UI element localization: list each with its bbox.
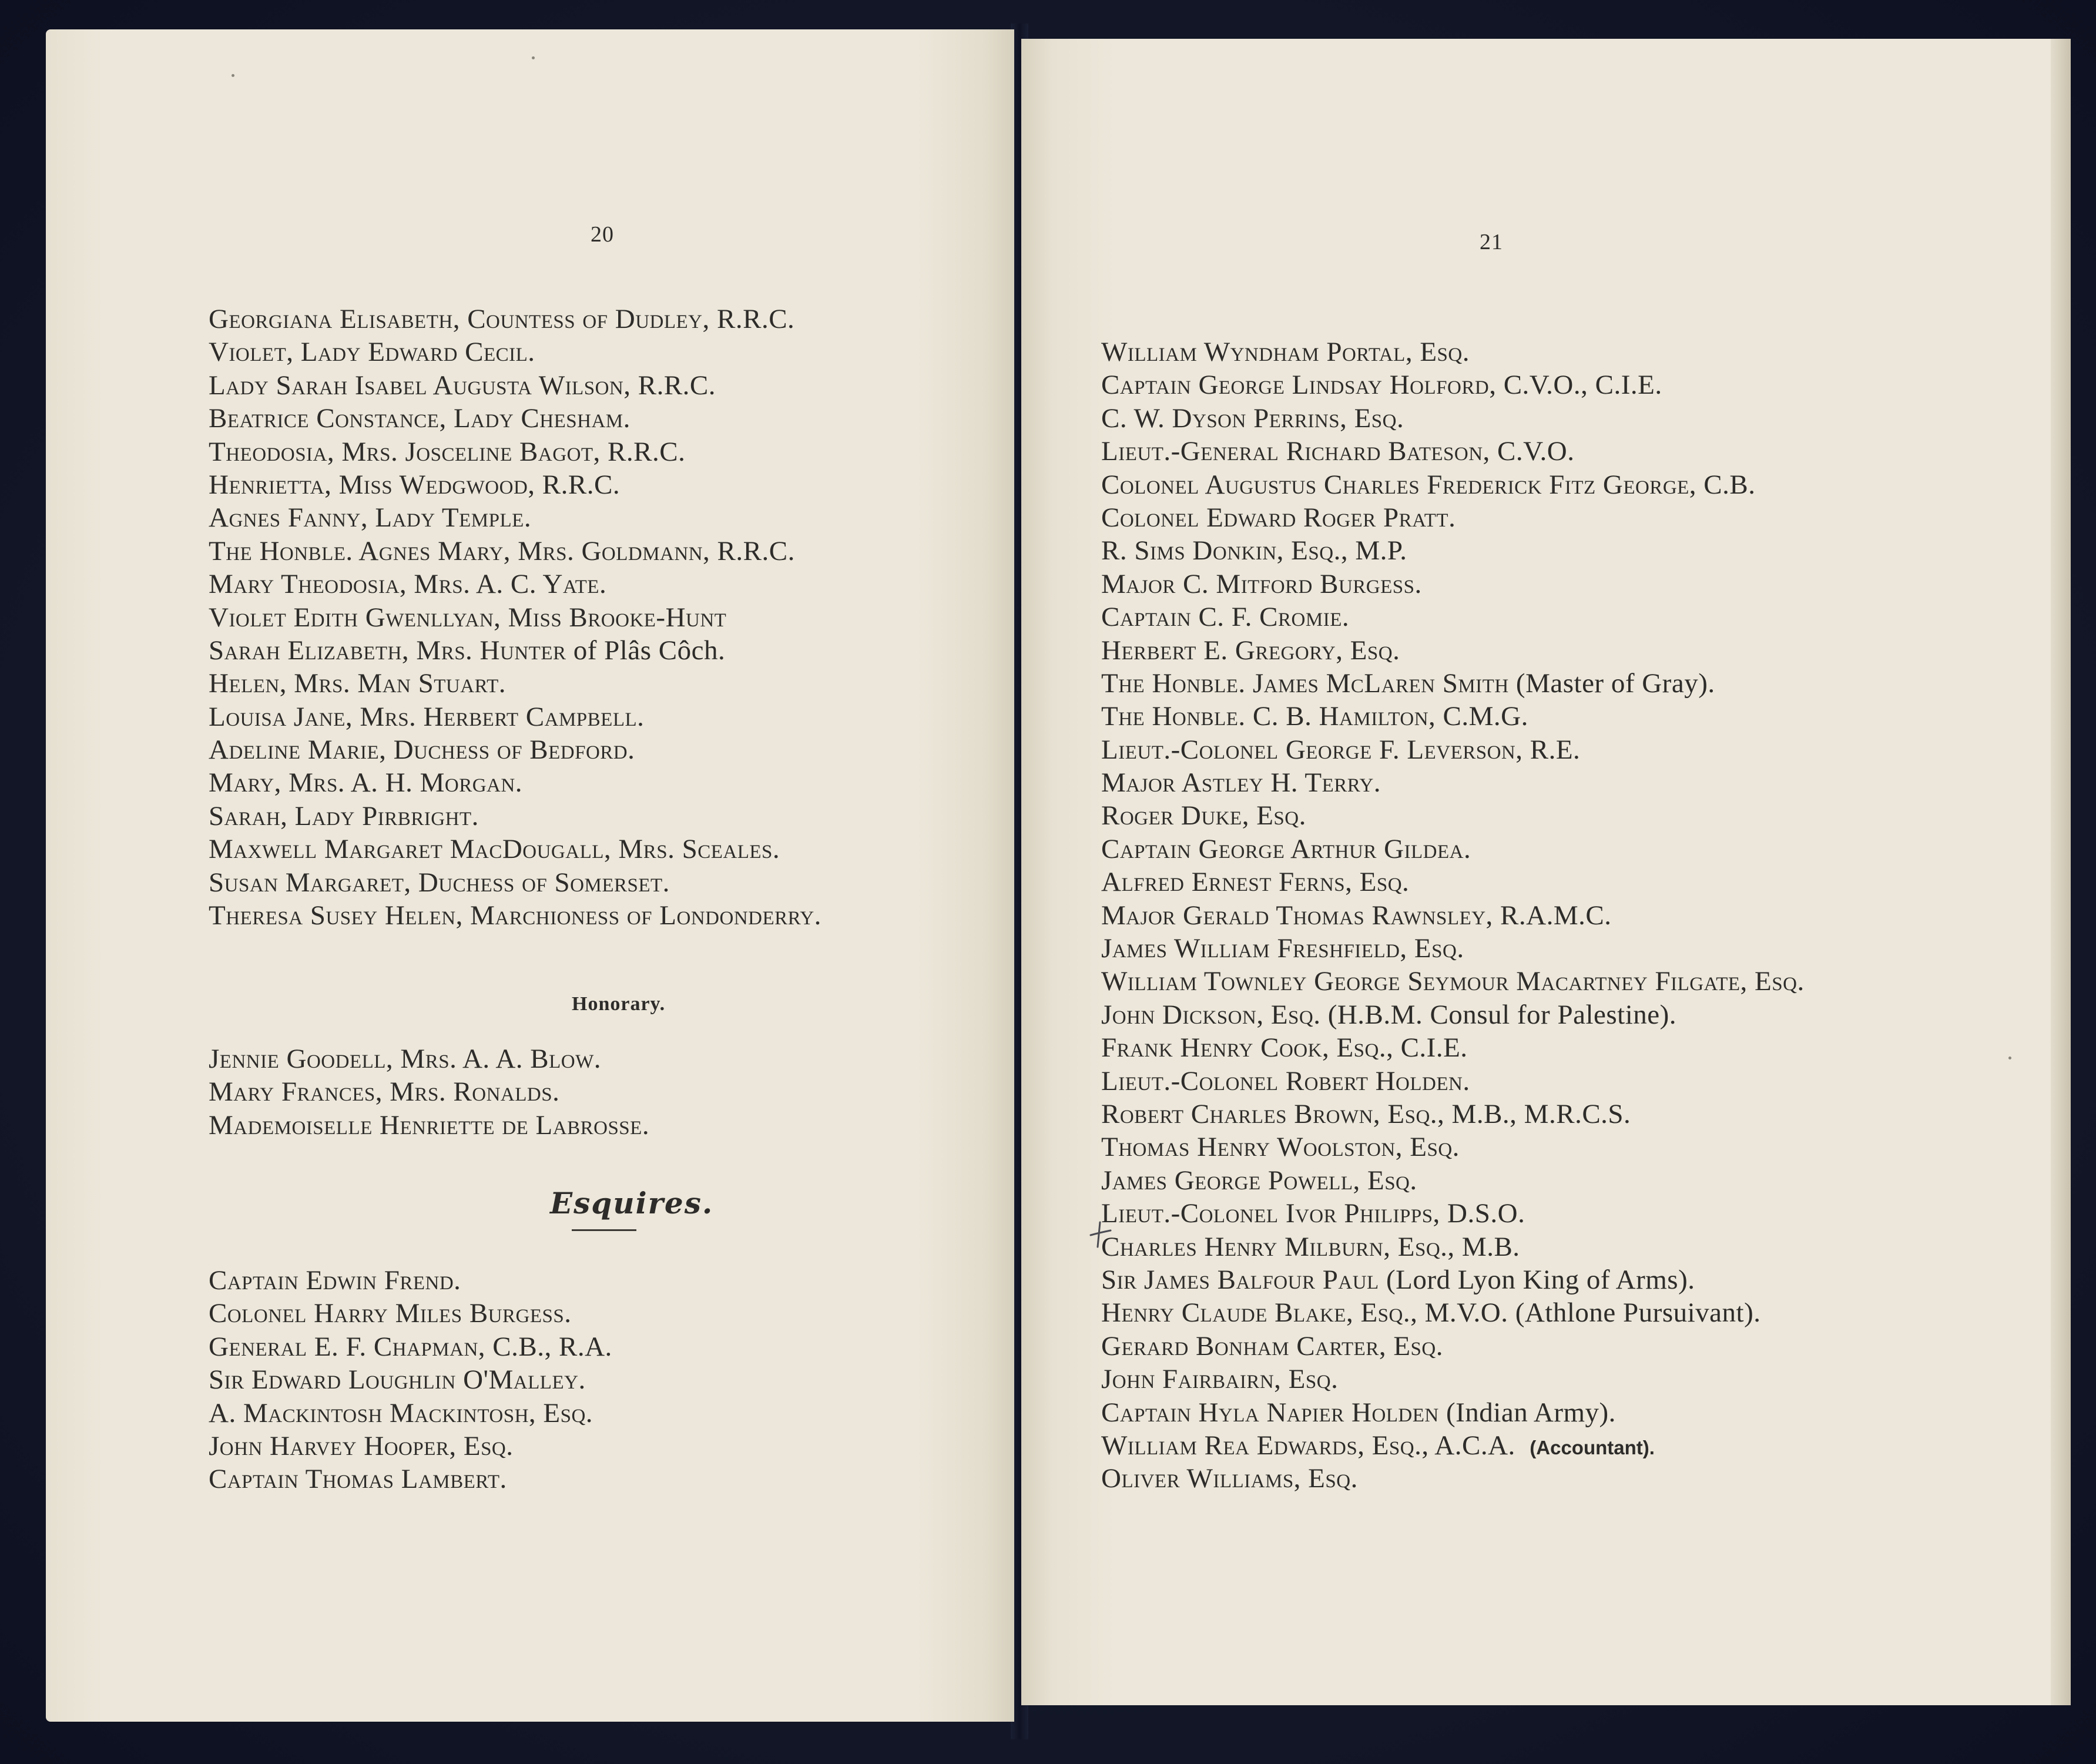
list-entry: James William Freshfield, Esq. — [1101, 933, 1464, 964]
list-entry: The Honble. Agnes Mary, Mrs. Goldmann, R.R.C. — [209, 535, 795, 566]
honorary-heading: Honorary. — [572, 993, 666, 1015]
list-entry — [1101, 1429, 1805, 1462]
entry-note: (Lord Lyon King of Arms). — [1379, 1264, 1695, 1295]
list-entry: Violet, Lady Edward Cecil. — [209, 337, 535, 368]
list-entry: C. W. Dyson Perrins, Esq. — [1101, 403, 1404, 434]
list-entry: Mademoiselle Henriette de Labrosse. — [209, 1109, 650, 1141]
list-entry: John Harvey Hooper, Esq. — [209, 1430, 514, 1461]
paper-speck — [532, 56, 535, 59]
list-entry: Lieut.-Colonel George F. Leverson, R.E. — [1101, 734, 1581, 765]
list-entry: William Townley George Seymour Macartney Filgate, Esq. — [1101, 966, 1805, 997]
list-entry — [1101, 1396, 1805, 1429]
paper-speck — [2008, 1057, 2011, 1059]
pencil-tick-mark — [1088, 1220, 1112, 1249]
left-entry-list — [209, 303, 821, 932]
list-entry — [1101, 1296, 1805, 1329]
entry-name: Sarah Elizabeth, Mrs. Hunter — [209, 635, 566, 666]
list-entry: Alfred Ernest Ferns, Esq. — [1101, 867, 1410, 898]
list-entry: Captain George Lindsay Holford, C.V.O., C.I.E. — [1101, 370, 1662, 401]
list-entry: Herbert E. Gregory, Esq. — [1101, 635, 1400, 666]
list-entry: Lieut.-General Richard Bateson, C.V.O. — [1101, 436, 1575, 467]
entry-name: Sir James Balfour Paul — [1101, 1264, 1379, 1295]
right-entry-list — [1101, 336, 1805, 1495]
esquires-entry-list — [209, 1264, 612, 1496]
list-entry: The Honble. C. B. Hamilton, C.M.G. — [1101, 701, 1528, 732]
list-entry: Captain Edwin Frend. — [209, 1265, 461, 1296]
list-entry: Colonel Edward Roger Pratt. — [1101, 502, 1456, 533]
list-entry: Captain George Arthur Gildea. — [1101, 833, 1471, 864]
list-entry: Susan Margaret, Duchess of Somerset. — [209, 867, 670, 898]
right-page — [1021, 39, 2067, 1705]
list-entry: Georgiana Elisabeth, Countess of Dudley, R.R.C. — [209, 304, 795, 334]
list-entry — [1101, 1263, 1805, 1296]
list-entry: Theodosia, Mrs. Josceline Bagot, R.R.C. — [209, 436, 686, 467]
list-entry: Theresa Susey Helen, Marchioness of Londonderry. — [209, 900, 821, 931]
list-entry: Beatrice Constance, Lady Chesham. — [209, 403, 631, 434]
list-entry: Mary Theodosia, Mrs. A. C. Yate. — [209, 569, 607, 600]
list-entry: Lieut.-Colonel Robert Holden. — [1101, 1065, 1470, 1096]
list-entry: Colonel Harry Miles Burgess. — [209, 1298, 572, 1329]
list-entry: Henrietta, Miss Wedgwood, R.R.C. — [209, 469, 621, 500]
entry-note: (H.B.M. Consul for Palestine). — [1320, 999, 1677, 1030]
list-entry: Louisa Jane, Mrs. Herbert Campbell. — [209, 701, 645, 732]
honorary-entry-list — [209, 1042, 649, 1142]
entry-note: (Indian Army). — [1438, 1397, 1616, 1428]
list-entry: General E. F. Chapman, C.B., R.A. — [209, 1331, 612, 1362]
list-entry — [1101, 998, 1805, 1031]
list-entry: Major Astley H. Terry. — [1101, 767, 1381, 799]
list-entry: Colonel Augustus Charles Frederick Fitz George, C.B. — [1101, 469, 1756, 500]
list-entry: Captain Thomas Lambert. — [209, 1464, 507, 1495]
list-entry: Major C. Mitford Burgess. — [1101, 568, 1422, 599]
list-entry: Major Gerald Thomas Rawnsley, R.A.M.C. — [1101, 900, 1612, 931]
entry-note: (Athlone Pursuivant). — [1508, 1297, 1761, 1329]
page-edge — [2051, 39, 2071, 1705]
list-entry: Mary Frances, Mrs. Ronalds. — [209, 1076, 560, 1108]
esquires-heading: Esquires. — [550, 1186, 714, 1220]
list-entry: R. Sims Donkin, Esq., M.P. — [1101, 535, 1407, 566]
entry-note: of Plâs Côch. — [566, 635, 726, 666]
list-entry: Violet Edith Gwenllyan, Miss Brooke-Hunt — [209, 602, 727, 633]
list-entry — [1101, 667, 1805, 700]
list-entry: Charles Henry Milburn, Esq., M.B. — [1101, 1231, 1520, 1262]
list-entry: A. Mackintosh Mackintosh, Esq. — [209, 1397, 593, 1428]
list-entry: James George Powell, Esq. — [1101, 1165, 1417, 1196]
list-entry: Jennie Goodell, Mrs. A. A. Blow. — [209, 1044, 602, 1074]
list-entry: William Wyndham Portal, Esq. — [1101, 337, 1470, 367]
list-entry: Captain C. F. Cromie. — [1101, 602, 1350, 633]
list-entry: Lady Sarah Isabel Augusta Wilson, R.R.C. — [209, 370, 716, 401]
heading-rule — [572, 1229, 636, 1231]
list-entry: Oliver Williams, Esq. — [1101, 1463, 1358, 1494]
list-entry: Mary, Mrs. A. H. Morgan. — [209, 767, 522, 799]
entry-name: Henry Claude Blake, Esq., M.V.O. — [1101, 1297, 1508, 1329]
page-number: 21 — [1480, 230, 1503, 254]
entry-name: William Rea Edwards, Esq., A.C.A. — [1101, 1430, 1515, 1461]
list-entry: Thomas Henry Woolston, Esq. — [1101, 1132, 1460, 1163]
list-entry: Sir Edward Loughlin O'Malley. — [209, 1364, 586, 1396]
list-entry: Agnes Fanny, Lady Temple. — [209, 502, 532, 534]
list-entry: Helen, Mrs. Man Stuart. — [209, 668, 507, 699]
list-entry: Frank Henry Cook, Esq., C.I.E. — [1101, 1032, 1468, 1064]
paper-speck — [232, 74, 234, 77]
page-number: 20 — [591, 222, 614, 247]
list-entry: Robert Charles Brown, Esq., M.B., M.R.C.S. — [1101, 1098, 1631, 1129]
list-entry — [209, 634, 821, 667]
list-entry: Sarah, Lady Pirbright. — [209, 800, 479, 831]
entry-name: The Honble. James McLaren Smith — [1101, 668, 1509, 699]
list-entry: Roger Duke, Esq. — [1101, 800, 1306, 831]
entry-note: (Master of Gray). — [1508, 668, 1715, 699]
list-entry: Maxwell Margaret MacDougall, Mrs. Sceales. — [209, 834, 780, 865]
entry-name: John Dickson, Esq. — [1101, 999, 1321, 1030]
list-entry: Lieut.-Colonel Ivor Philipps, D.S.O. — [1101, 1198, 1525, 1229]
list-entry: Adeline Marie, Duchess of Bedford. — [209, 735, 635, 766]
list-entry: John Fairbairn, Esq. — [1101, 1364, 1339, 1395]
list-entry: Gerard Bonham Carter, Esq. — [1101, 1330, 1443, 1361]
left-page — [46, 29, 1014, 1722]
entry-role-note: (Accountant). — [1530, 1436, 1655, 1458]
entry-name: Captain Hyla Napier Holden — [1101, 1397, 1439, 1428]
